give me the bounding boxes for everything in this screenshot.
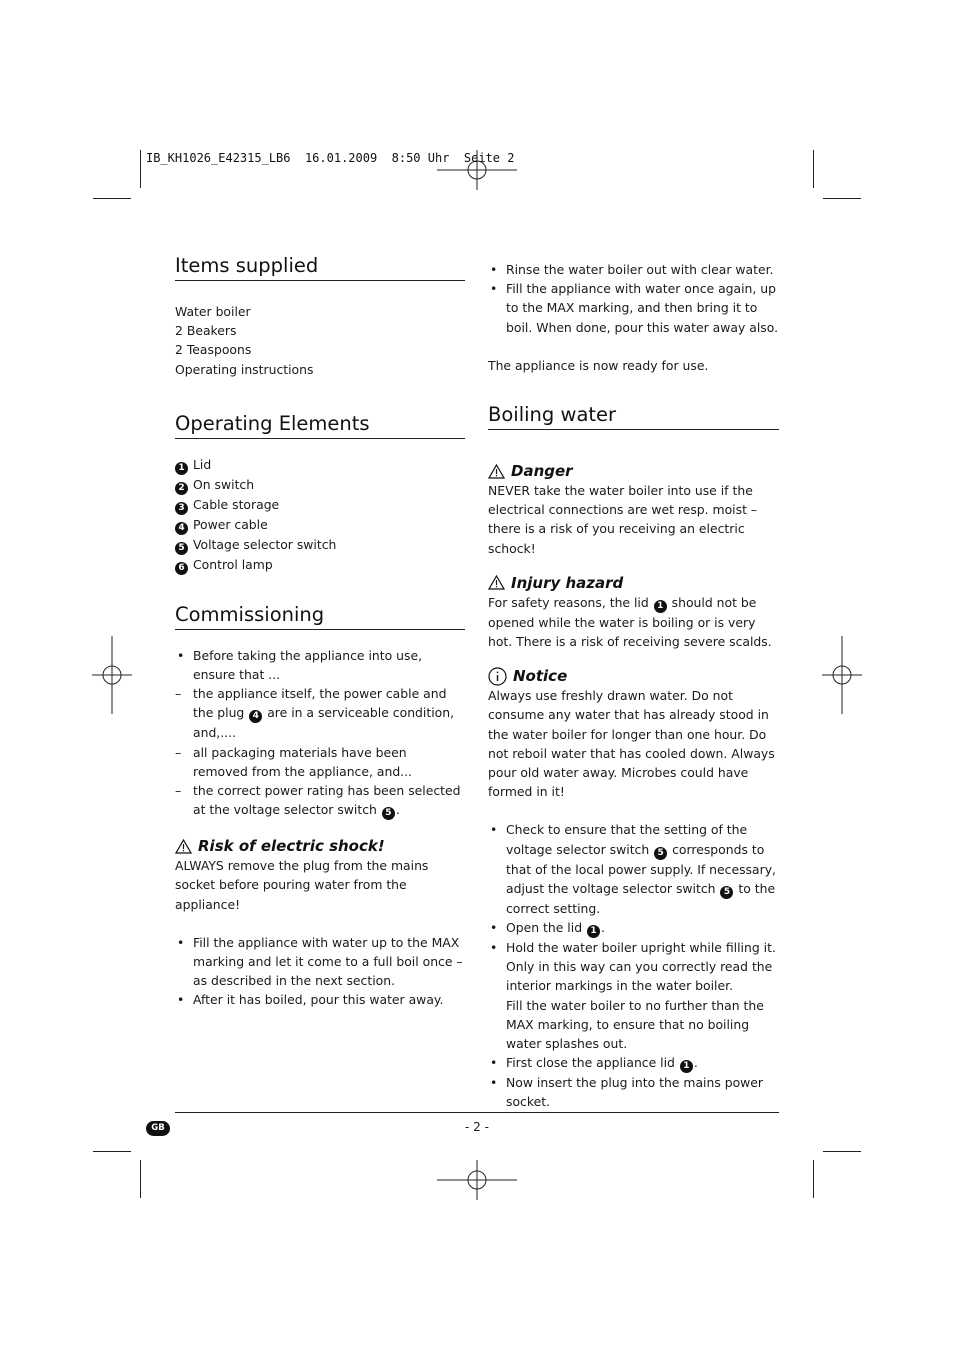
injury-hazard-text: For safety reasons, the lid 1 should not be opened while the water is boiling or is very hot. There is a risk of receiving severe scalds. — [488, 594, 772, 650]
list-item: – the appliance itself, the power cable and the plug 4 are in a serviceable condition, and,.... — [175, 684, 465, 742]
rinse-steps — [488, 260, 779, 337]
list-item: • Hold the water boiler upright while filling it. Only in this way can you correctly read the interior markings in the water boiler. Fill the water boiler to no further than the MAX marking, to ensure that no boiling water splashes out. — [488, 938, 779, 1053]
commissioning-heading: Commissioning — [175, 603, 465, 630]
list-item: • Check to ensure that the setting of the voltage selector switch 5 corresponds to that of the local power supply. If necessary, adjust the voltage selector switch 5 to the correct setting. — [488, 820, 779, 918]
warning-triangle-icon — [488, 575, 505, 590]
ready-text: The appliance is now ready for use. — [488, 357, 709, 373]
notice-text: Always use freshly drawn water. Do not consume any water that has already stood in the water boiler for longer than one hour. Do not reboil water that has cooled down. Always pour old water away. Microbes could have formed in it! — [488, 688, 775, 800]
first-boil-steps — [175, 933, 465, 1010]
notice-title: Notice — [488, 666, 779, 686]
number-badge: 4 — [249, 710, 262, 723]
number-badge: 1 — [680, 1060, 693, 1073]
electric-shock-warning-text: ALWAYS remove the plug from the mains socket before pouring water from the appliance! — [175, 858, 429, 912]
number-badge: 5 — [382, 807, 395, 820]
number-badge: 1 — [175, 462, 188, 475]
element-label: Control lamp — [193, 556, 273, 572]
list-item: • Fill the appliance with water up to the MAX marking and let it come to a full boil once – as described in the next section. — [175, 933, 465, 991]
info-icon — [488, 667, 507, 686]
element-label: Voltage selector switch — [193, 536, 337, 552]
danger-text: NEVER take the water boiler into use if the electrical connections are wet resp. moist – there is a risk of you receiving an electric schock! — [488, 483, 758, 556]
boiling-water-heading: Boiling water — [488, 403, 779, 430]
danger-title: Danger — [488, 461, 779, 481]
commissioning-checklist — [175, 646, 465, 820]
number-badge: 5 — [654, 847, 667, 860]
element-label: Lid — [193, 456, 212, 472]
warning-triangle-icon — [488, 464, 505, 479]
left-column — [175, 254, 465, 1010]
list-item: • Before taking the appliance into use, ensure that ... — [175, 646, 465, 684]
footer-divider — [175, 1112, 779, 1113]
list-item: Water boiler — [175, 304, 251, 319]
operating-elements-heading: Operating Elements — [175, 412, 465, 439]
list-item: – the correct power rating has been selected at the voltage selector switch 5 . — [175, 781, 465, 820]
registration-mark-right — [822, 636, 862, 714]
list-item: • Fill the appliance with water once again, up to the MAX marking, and then bring it to boil. When done, pour this water away also. — [488, 279, 779, 337]
list-item — [175, 535, 465, 555]
registration-mark-left — [92, 636, 132, 714]
list-item — [175, 555, 465, 575]
number-badge: 1 — [654, 600, 667, 613]
list-item — [175, 495, 465, 515]
page-number: - 2 - — [465, 1120, 489, 1134]
list-item: • After it has boiled, pour this water away. — [175, 990, 465, 1009]
list-item: Operating instructions — [175, 361, 314, 377]
list-item: • Now insert the plug into the mains power socket. — [488, 1073, 779, 1111]
boiling-steps — [488, 820, 779, 1111]
number-badge: 6 — [175, 562, 188, 575]
list-item: 2 Teaspoons — [175, 342, 252, 358]
number-badge: 3 — [175, 502, 188, 515]
number-badge: 5 — [720, 886, 733, 899]
number-badge: 5 — [175, 542, 188, 555]
list-item — [175, 475, 465, 495]
list-item: • First close the appliance lid 1 . — [488, 1053, 779, 1073]
list-item: – all packaging materials have been removed from the appliance, and... — [175, 743, 465, 781]
injury-hazard-title: Injury hazard — [488, 573, 779, 593]
number-badge: 4 — [175, 522, 188, 535]
print-slug: IB_KH1026_E42315_LB6 16.01.2009 8:50 Uhr Seite 2 — [146, 151, 515, 165]
operating-elements-list — [175, 455, 465, 575]
list-item — [175, 455, 465, 475]
items-supplied-list — [175, 302, 465, 379]
warning-triangle-icon — [175, 839, 192, 854]
language-badge: GB — [146, 1121, 170, 1136]
element-label: Cable storage — [193, 496, 280, 512]
registration-mark-bottom — [437, 1160, 517, 1200]
items-supplied-heading: Items supplied — [175, 254, 465, 281]
number-badge: 1 — [587, 925, 600, 938]
number-badge: 2 — [175, 482, 188, 495]
list-item — [175, 515, 465, 535]
element-label: On switch — [193, 476, 255, 492]
list-item: • Rinse the water boiler out with clear water. — [488, 260, 779, 279]
right-column — [488, 260, 779, 1112]
list-item: • Open the lid 1 . — [488, 918, 779, 938]
electric-shock-warning-title: Risk of electric shock! — [175, 836, 465, 856]
list-item: 2 Beakers — [175, 323, 237, 339]
element-label: Power cable — [193, 516, 268, 532]
